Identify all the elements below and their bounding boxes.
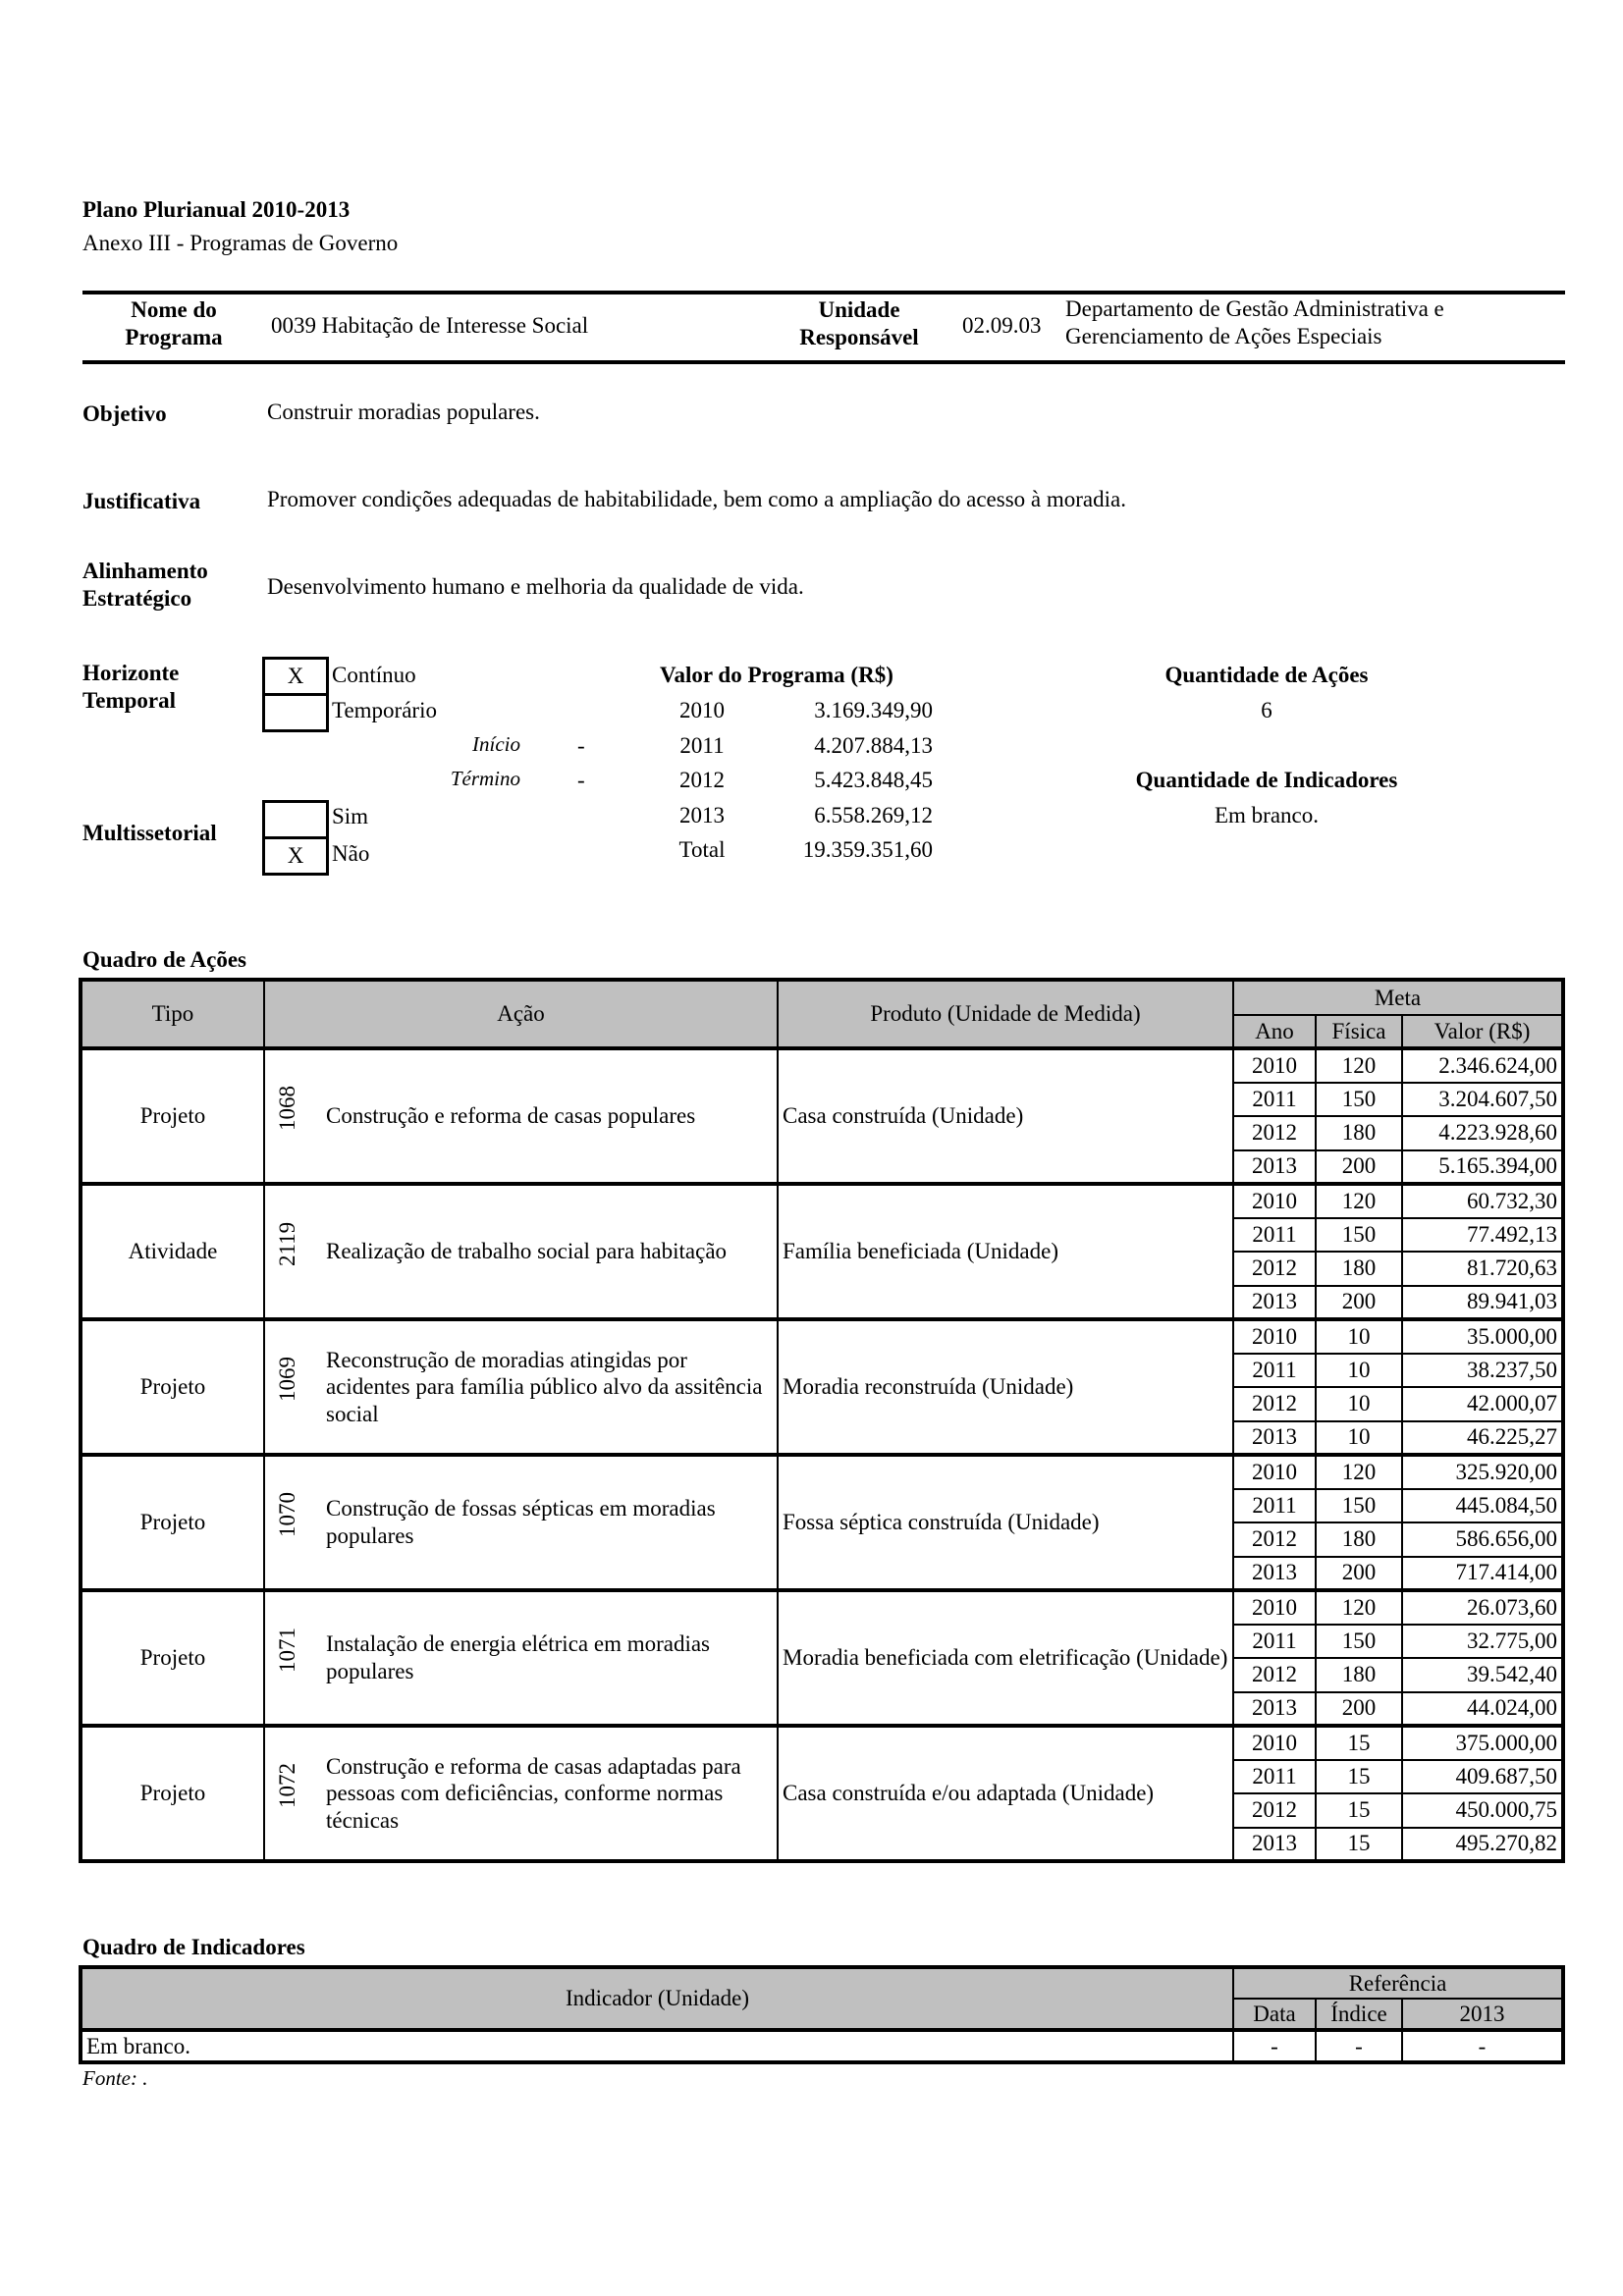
meta-fisica: 150 xyxy=(1316,1083,1402,1117)
meta-fisica: 200 xyxy=(1316,1557,1402,1591)
sim-checkbox[interactable] xyxy=(262,800,329,839)
valor-programa-list xyxy=(648,697,943,872)
meta-valor: 4.223.928,60 xyxy=(1402,1116,1563,1150)
inicio-value: - xyxy=(577,733,585,758)
objetivo-value: Construir moradias populares. xyxy=(267,400,540,424)
quadro-acoes-title: Quadro de Ações xyxy=(82,947,246,972)
header-produto: Produto (Unidade de Medida) xyxy=(778,980,1233,1048)
action-description-cell xyxy=(264,1455,778,1590)
meta-ano: 2012 xyxy=(1233,1252,1316,1286)
meta-ano: 2010 xyxy=(1233,1048,1316,1083)
meta-ano: 2011 xyxy=(1233,1489,1316,1523)
meta-valor: 375.000,00 xyxy=(1402,1726,1563,1760)
document-title: Plano Plurianual 2010-2013 xyxy=(82,197,351,222)
indicador-data: - xyxy=(1233,2030,1316,2062)
meta-fisica: 15 xyxy=(1316,1828,1402,1862)
program-name-label: Nome do Programa xyxy=(125,297,223,349)
meta-valor: 77.492,13 xyxy=(1402,1218,1563,1253)
action-tipo: Projeto xyxy=(81,1590,264,1726)
multissetorial-label: Multissetorial xyxy=(82,821,217,845)
action-produto: Família beneficiada (Unidade) xyxy=(778,1184,1233,1319)
objetivo-label: Objetivo xyxy=(82,401,167,426)
meta-fisica: 120 xyxy=(1316,1455,1402,1489)
valor-row: 2012 5.423.848,45 xyxy=(679,768,933,792)
action-code: 1068 xyxy=(275,1086,300,1131)
meta-ano: 2012 xyxy=(1233,1116,1316,1150)
action-produto: Moradia beneficiada com eletrificação (Unidade) xyxy=(778,1590,1233,1726)
quantidade-acoes-title: Quantidade de Ações xyxy=(1164,663,1369,687)
header-data: Data xyxy=(1233,1999,1316,2030)
action-description: Construção e reforma de casas populares xyxy=(326,1103,696,1129)
action-tipo: Projeto xyxy=(81,1726,264,1861)
indicador-indice: - xyxy=(1316,2030,1402,2062)
termino-label: Término xyxy=(450,767,520,790)
nao-label: Não xyxy=(332,841,370,866)
temporario-label: Temporário xyxy=(332,698,437,722)
unit-label: Unidade Responsável xyxy=(799,297,919,349)
action-tipo: Projeto xyxy=(81,1048,264,1184)
document-subtitle: Anexo III - Programas de Governo xyxy=(82,231,399,255)
header-tipo: Tipo xyxy=(81,980,264,1048)
action-code: 1071 xyxy=(275,1628,300,1673)
header-ano: Ano xyxy=(1233,1015,1316,1048)
fonte-note: Fonte: . xyxy=(82,2066,148,2090)
meta-valor: 5.165.394,00 xyxy=(1402,1150,1563,1185)
meta-ano: 2013 xyxy=(1233,1286,1316,1320)
action-tipo: Atividade xyxy=(81,1184,264,1319)
meta-fisica: 200 xyxy=(1316,1692,1402,1727)
meta-ano: 2011 xyxy=(1233,1083,1316,1117)
meta-ano: 2012 xyxy=(1233,1793,1316,1828)
meta-fisica: 150 xyxy=(1316,1218,1402,1253)
meta-valor: 39.542,40 xyxy=(1402,1658,1563,1692)
action-tipo: Projeto xyxy=(81,1455,264,1590)
meta-valor: 409.687,50 xyxy=(1402,1760,1563,1794)
action-description: Construção e reforma de casas adaptadas para pessoas com deficiências, conforme normas técnicas xyxy=(326,1753,741,1833)
meta-ano: 2011 xyxy=(1233,1760,1316,1794)
action-description: Instalação de energia elétrica em moradias populares xyxy=(326,1631,711,1683)
meta-fisica: 120 xyxy=(1316,1184,1402,1218)
meta-ano: 2011 xyxy=(1233,1218,1316,1253)
meta-fisica: 180 xyxy=(1316,1522,1402,1557)
action-description: Realização de trabalho social para habitação xyxy=(326,1239,728,1264)
meta-valor: 2.346.624,00 xyxy=(1402,1048,1563,1083)
unit-name: Departamento de Gestão Administrativa e Gerenciamento de Ações Especiais xyxy=(1065,296,1444,348)
meta-valor: 89.941,03 xyxy=(1402,1286,1563,1320)
nao-checkbox[interactable]: X xyxy=(262,836,329,876)
action-code: 1070 xyxy=(275,1492,300,1537)
meta-fisica: 120 xyxy=(1316,1590,1402,1625)
meta-ano: 2013 xyxy=(1233,1557,1316,1591)
meta-ano: 2010 xyxy=(1233,1455,1316,1489)
indicador-row xyxy=(81,2030,1563,2062)
meta-valor: 42.000,07 xyxy=(1402,1387,1563,1421)
meta-fisica: 120 xyxy=(1316,1048,1402,1083)
justificativa-label: Justificativa xyxy=(82,489,201,513)
action-meta-row xyxy=(81,1184,1563,1218)
quantidade-acoes-value: 6 xyxy=(1261,698,1272,722)
meta-ano: 2013 xyxy=(1233,1692,1316,1727)
meta-fisica: 10 xyxy=(1316,1387,1402,1421)
action-description-cell xyxy=(264,1048,778,1184)
meta-valor: 445.084,50 xyxy=(1402,1489,1563,1523)
meta-fisica: 200 xyxy=(1316,1286,1402,1320)
valor-programa-title: Valor do Programa (R$) xyxy=(660,663,893,687)
valor-row: 2013 6.558.269,12 xyxy=(679,802,933,828)
action-description-cell xyxy=(264,1590,778,1726)
action-code: 1069 xyxy=(275,1357,300,1402)
action-description-cell xyxy=(264,1184,778,1319)
alinhamento-label: Alinhamento Estratégico xyxy=(82,559,208,611)
header-acao: Ação xyxy=(264,980,778,1048)
action-produto: Fossa séptica construída (Unidade) xyxy=(778,1455,1233,1590)
termino-value: - xyxy=(577,768,585,792)
justificativa-value: Promover condições adequadas de habitabilidade, bem como a ampliação do acesso à moradia. xyxy=(267,487,1126,511)
meta-fisica: 180 xyxy=(1316,1252,1402,1286)
meta-valor: 32.775,00 xyxy=(1402,1625,1563,1659)
meta-fisica: 10 xyxy=(1316,1354,1402,1388)
meta-valor: 35.000,00 xyxy=(1402,1319,1563,1354)
meta-ano: 2010 xyxy=(1233,1319,1316,1354)
meta-valor: 495.270,82 xyxy=(1402,1828,1563,1862)
action-description-cell xyxy=(264,1319,778,1455)
meta-valor: 38.237,50 xyxy=(1402,1354,1563,1388)
continuo-checkbox[interactable]: X xyxy=(262,657,329,696)
meta-valor: 450.000,75 xyxy=(1402,1793,1563,1828)
continuo-label: Contínuo xyxy=(332,663,416,687)
indicador-year: - xyxy=(1402,2030,1563,2062)
meta-ano: 2013 xyxy=(1233,1150,1316,1185)
quadro-acoes-table xyxy=(79,978,1565,1863)
header-fisica: Física xyxy=(1316,1015,1402,1048)
quadro-indicadores-title: Quadro de Indicadores xyxy=(82,1935,305,1959)
meta-ano: 2010 xyxy=(1233,1590,1316,1625)
quantidade-indicadores-value: Em branco. xyxy=(1214,803,1319,828)
temporario-checkbox[interactable] xyxy=(262,693,329,732)
meta-valor: 586.656,00 xyxy=(1402,1522,1563,1557)
meta-valor: 717.414,00 xyxy=(1402,1557,1563,1591)
action-tipo: Projeto xyxy=(81,1319,264,1455)
meta-ano: 2012 xyxy=(1233,1658,1316,1692)
header-year: 2013 xyxy=(1402,1999,1563,2030)
action-description: Reconstrução de moradias atingidas por acidentes para família público alvo da assitência social xyxy=(326,1347,763,1426)
meta-ano: 2010 xyxy=(1233,1726,1316,1760)
action-produto: Moradia reconstruída (Unidade) xyxy=(778,1319,1233,1455)
indicador-name: Em branco. xyxy=(81,2030,1233,2062)
meta-fisica: 15 xyxy=(1316,1760,1402,1794)
header-referencia: Referência xyxy=(1233,1967,1563,1999)
quantidade-indicadores-title: Quantidade de Indicadores xyxy=(1135,768,1398,792)
header-indice: Índice xyxy=(1316,1999,1402,2030)
horizonte-label: Horizonte Temporal xyxy=(82,661,180,713)
action-meta-row xyxy=(81,1319,1563,1354)
meta-valor: 44.024,00 xyxy=(1402,1692,1563,1727)
action-meta-row xyxy=(81,1048,1563,1083)
action-meta-row xyxy=(81,1590,1563,1625)
meta-valor: 325.920,00 xyxy=(1402,1455,1563,1489)
valor-row: 2011 4.207.884,13 xyxy=(679,732,933,758)
meta-valor: 26.073,60 xyxy=(1402,1590,1563,1625)
action-meta-row xyxy=(81,1726,1563,1760)
meta-ano: 2012 xyxy=(1233,1387,1316,1421)
meta-fisica: 15 xyxy=(1316,1793,1402,1828)
meta-fisica: 150 xyxy=(1316,1625,1402,1659)
meta-fisica: 10 xyxy=(1316,1319,1402,1354)
meta-fisica: 180 xyxy=(1316,1116,1402,1150)
unit-code: 02.09.03 xyxy=(962,313,1042,338)
program-top-rule xyxy=(82,291,1565,294)
header-meta: Meta xyxy=(1233,980,1563,1015)
meta-valor: 3.204.607,50 xyxy=(1402,1083,1563,1117)
program-bottom-rule xyxy=(82,360,1565,364)
action-produto: Casa construída (Unidade) xyxy=(778,1048,1233,1184)
valor-row: 2010 3.169.349,90 xyxy=(679,698,933,722)
header-valor: Valor (R$) xyxy=(1402,1015,1563,1048)
meta-valor: 46.225,27 xyxy=(1402,1421,1563,1456)
action-produto: Casa construída e/ou adaptada (Unidade) xyxy=(778,1726,1233,1861)
meta-ano: 2013 xyxy=(1233,1421,1316,1456)
action-description-cell xyxy=(264,1726,778,1861)
meta-fisica: 10 xyxy=(1316,1421,1402,1456)
action-description: Construção de fossas sépticas em moradias populares xyxy=(326,1496,716,1548)
meta-ano: 2013 xyxy=(1233,1828,1316,1862)
action-meta-row xyxy=(81,1455,1563,1489)
program-name-value: 0039 Habitação de Interesse Social xyxy=(271,313,589,338)
action-code: 2119 xyxy=(275,1221,300,1266)
inicio-label: Início xyxy=(472,732,520,756)
meta-valor: 60.732,30 xyxy=(1402,1184,1563,1218)
meta-fisica: 15 xyxy=(1316,1726,1402,1760)
sim-label: Sim xyxy=(332,804,369,828)
meta-fisica: 150 xyxy=(1316,1489,1402,1523)
alinhamento-value: Desenvolvimento humano e melhoria da qualidade de vida. xyxy=(267,574,804,599)
valor-total-row: Total 19.359.351,60 xyxy=(678,837,933,862)
meta-fisica: 180 xyxy=(1316,1658,1402,1692)
meta-fisica: 200 xyxy=(1316,1150,1402,1185)
meta-ano: 2010 xyxy=(1233,1184,1316,1218)
meta-ano: 2012 xyxy=(1233,1522,1316,1557)
meta-valor: 81.720,63 xyxy=(1402,1252,1563,1286)
meta-ano: 2011 xyxy=(1233,1625,1316,1659)
action-code: 1072 xyxy=(275,1763,300,1808)
header-indicador: Indicador (Unidade) xyxy=(81,1967,1233,2030)
quadro-indicadores-table xyxy=(79,1965,1565,2064)
meta-ano: 2011 xyxy=(1233,1354,1316,1388)
